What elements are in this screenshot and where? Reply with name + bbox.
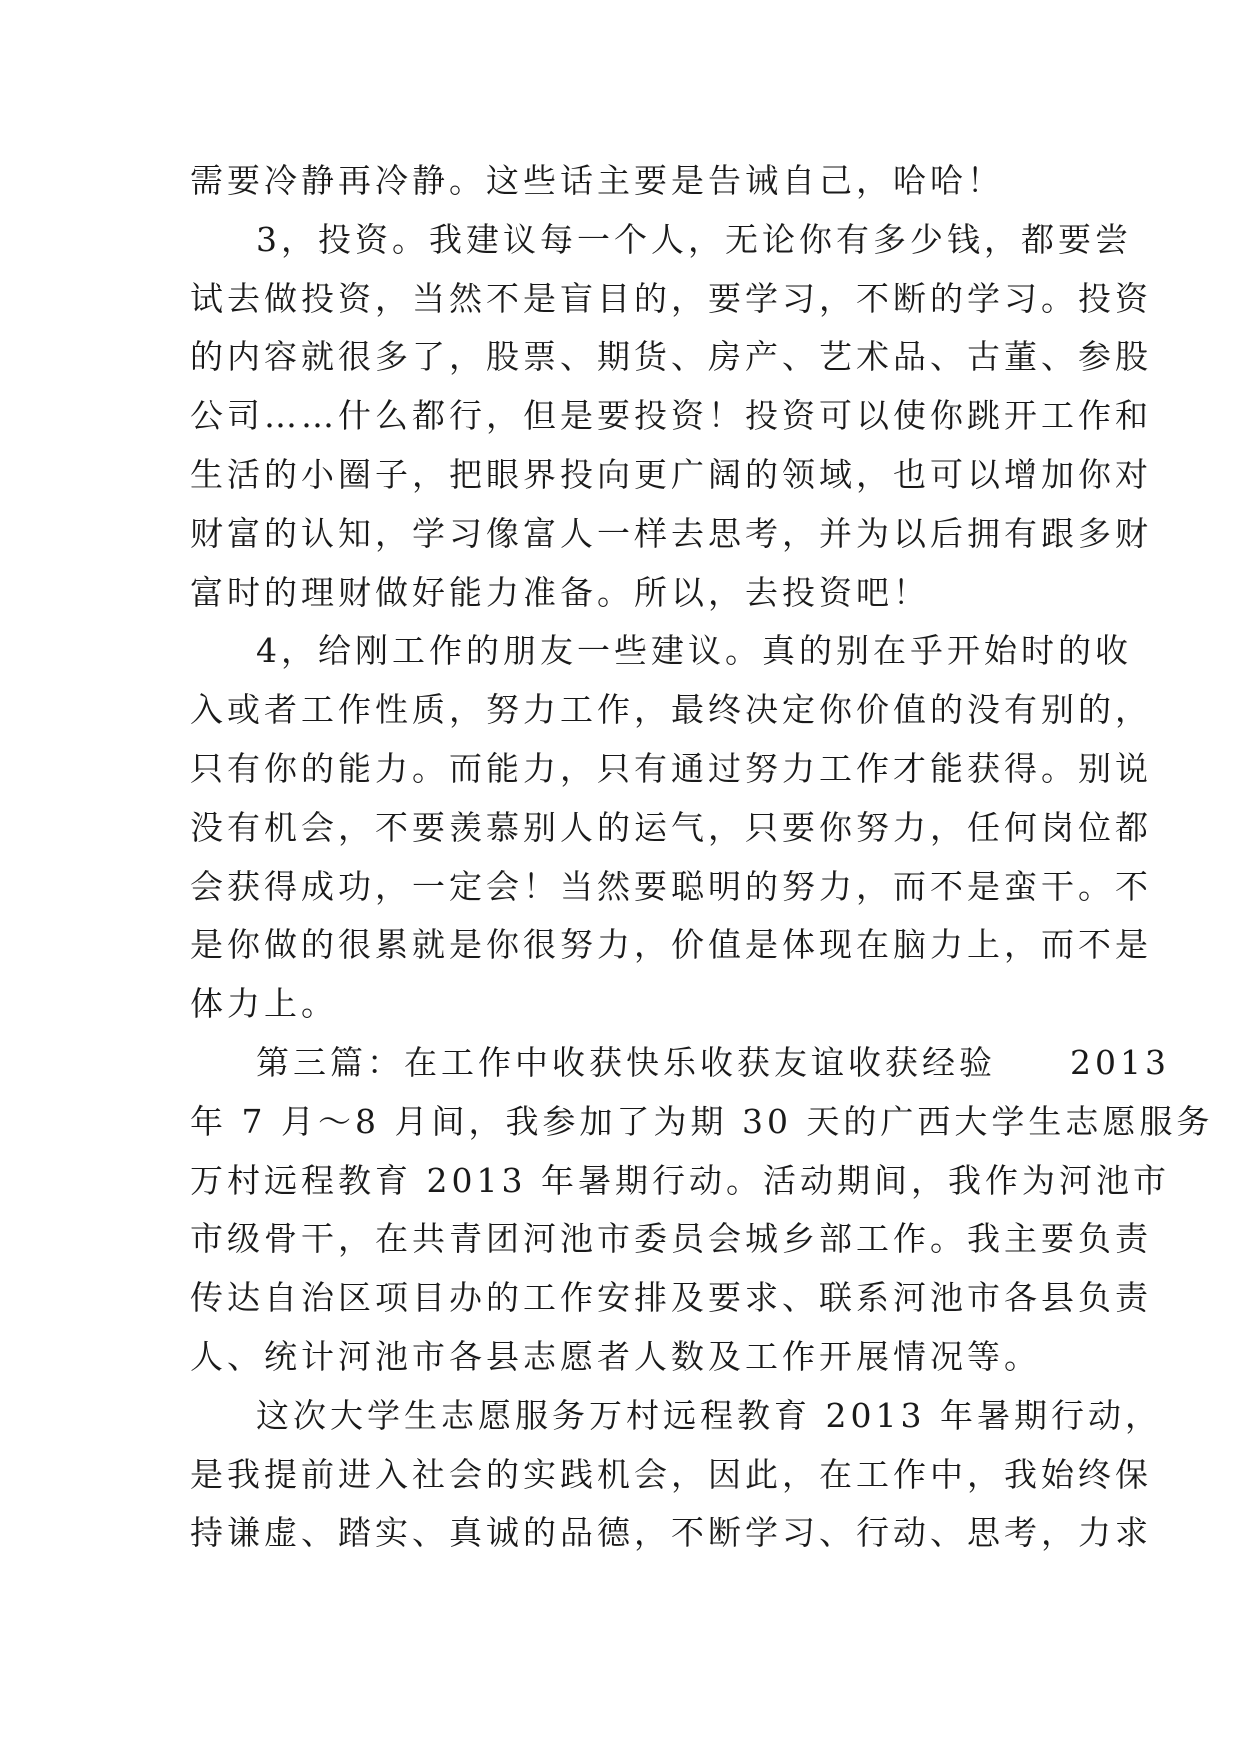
text-line: 会获得成功，一定会！当然要聪明的努力，而不是蛮干。不	[190, 866, 1152, 906]
paragraph-first-line: 这次大学生志愿服务万村远程教育 2013 年暑期行动，	[256, 1395, 1162, 1435]
text-line: 的内容就很多了，股票、期货、房产、艺术品、古董、参股	[190, 337, 1152, 377]
text-line: 市级骨干，在共青团河池市委员会城乡部工作。我主要负责	[190, 1219, 1152, 1259]
text-line: 财富的认知，学习像富人一样去思考，并为以后拥有跟多财	[190, 513, 1152, 553]
text-line: 体力上。	[190, 984, 338, 1024]
text-line: 需要冷静再冷静。这些话主要是告诫自己，哈哈！	[190, 161, 1004, 200]
text-line: 万村远程教育 2013 年暑期行动。活动期间，我作为河池市	[190, 1160, 1170, 1200]
text-line: 入或者工作性质，努力工作，最终决定你价值的没有别的，	[190, 690, 1152, 730]
text-line: 富时的理财做好能力准备。所以，去投资吧！	[190, 572, 930, 612]
section-heading-line: 第三篇：在工作中收获快乐收获友谊收获经验 2013	[256, 1042, 1170, 1082]
text-line: 传达自治区项目办的工作安排及要求、联系河池市各县负责	[190, 1278, 1152, 1318]
text-line: 只有你的能力。而能力，只有通过努力工作才能获得。别说	[190, 748, 1152, 788]
text-line: 是我提前进入社会的实践机会，因此，在工作中，我始终保	[190, 1454, 1152, 1494]
text-line: 试去做投资，当然不是盲目的，要学习，不断的学习。投资	[190, 278, 1152, 318]
paragraph-first-line: 3，投资。我建议每一个人，无论你有多少钱，都要尝	[256, 219, 1132, 259]
text-line: 是你做的很累就是你很努力，价值是体现在脑力上，而不是	[190, 925, 1152, 965]
text-line: 人、统计河池市各县志愿者人数及工作开展情况等。	[190, 1336, 1041, 1376]
text-line: 没有机会，不要羡慕别人的运气，只要你努力，任何岗位都	[190, 807, 1152, 847]
paragraph-first-line: 4，给刚工作的朋友一些建议。真的别在乎开始时的收	[256, 631, 1132, 671]
text-line: 生活的小圈子，把眼界投向更广阔的领域，也可以增加你对	[190, 454, 1152, 494]
text-line: 持谦虚、踏实、真诚的品德，不断学习、行动、思考，力求	[190, 1513, 1152, 1553]
text-line: 年 7 月～8 月间，我参加了为期 30 天的广西大学生志愿服务	[190, 1101, 1214, 1141]
document-body	[190, 152, 1214, 1563]
text-line: 公司……什么都行，但是要投资！投资可以使你跳开工作和	[190, 396, 1152, 436]
